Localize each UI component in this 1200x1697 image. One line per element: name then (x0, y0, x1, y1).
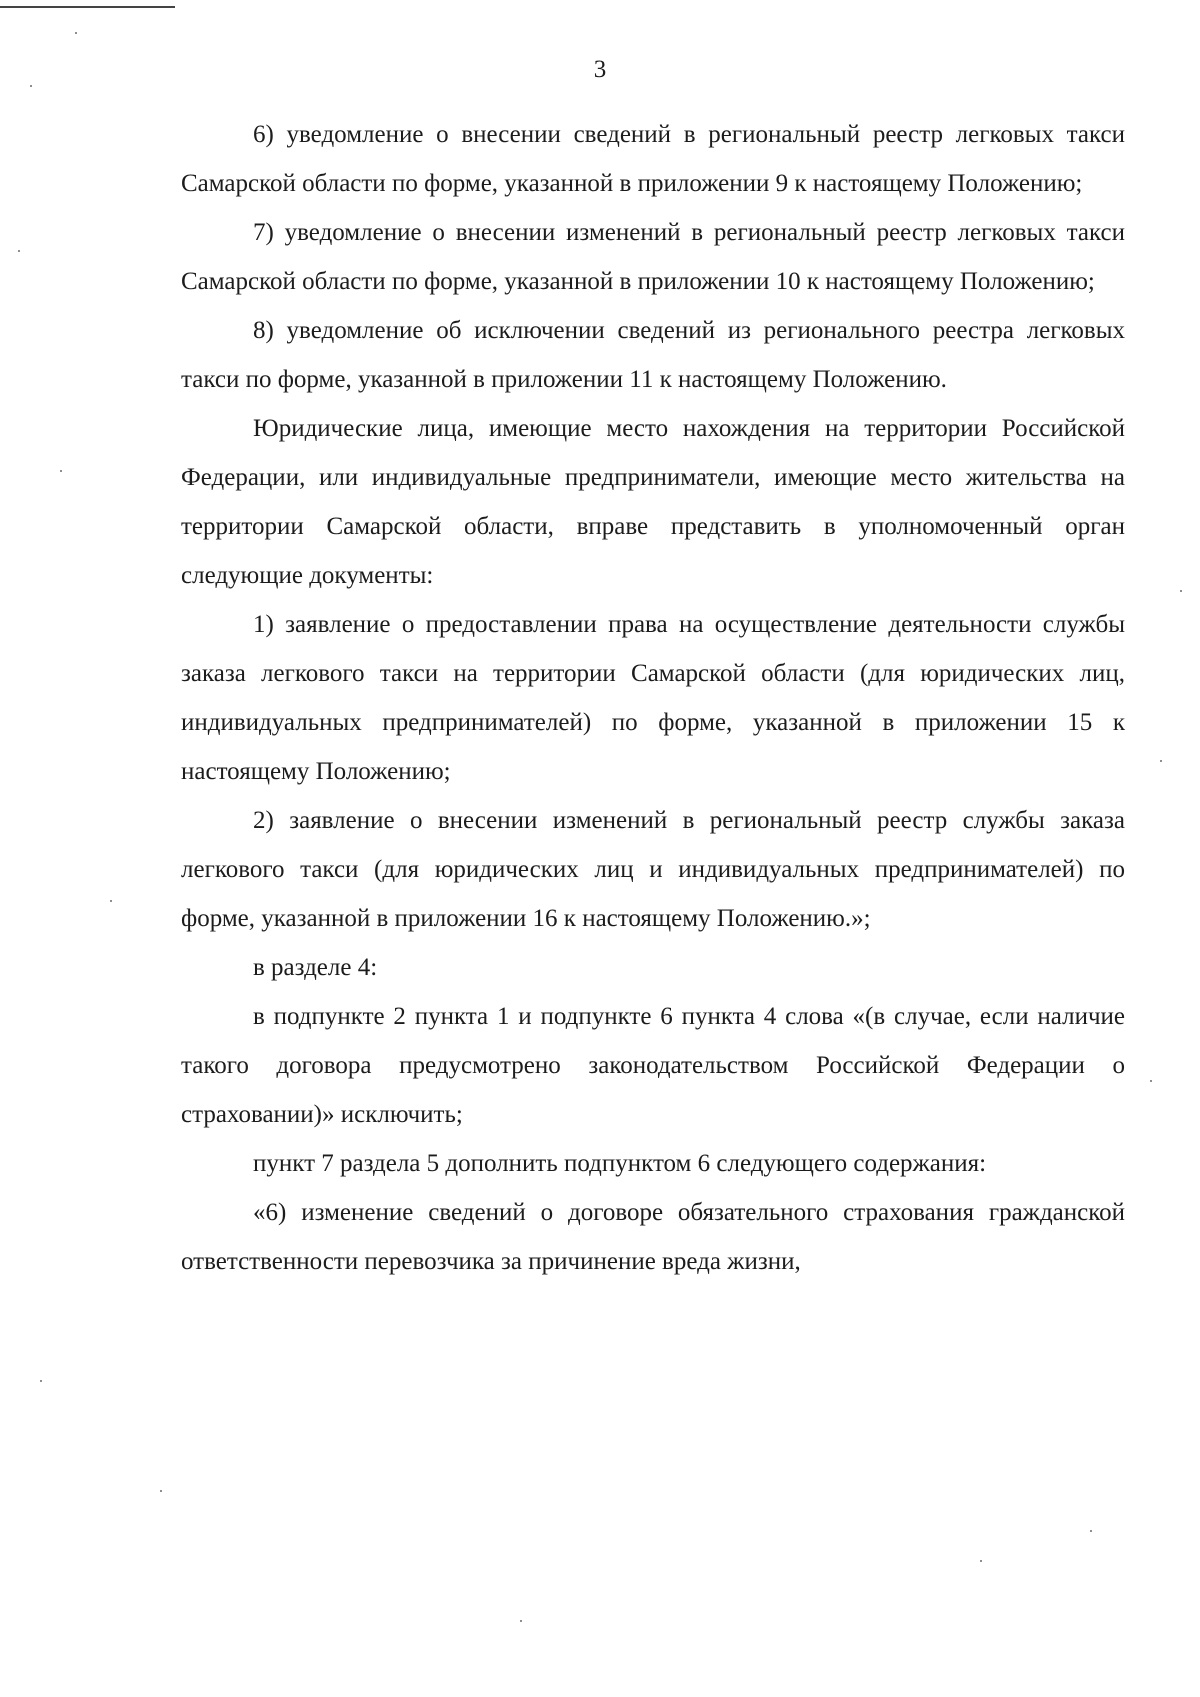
scan-speck (980, 1560, 982, 1562)
scan-speck (160, 1490, 162, 1492)
scan-speck (520, 1620, 522, 1622)
scan-speck (30, 85, 32, 87)
document-body (181, 110, 1125, 1286)
page-number: 3 (593, 56, 607, 83)
scan-speck (110, 900, 112, 902)
paragraph-item-8: 8) уведомление об исключении сведений из регионального реестра легковых такси по форме, указанной в приложении 11 к настоящему Положению. (181, 317, 1125, 393)
scan-speck (18, 250, 20, 252)
paragraph-item-7: 7) уведомление о внесении изменений в региональный реестр легковых такси Самарской области по форме, указанной в приложении 10 к настоящему Положению; (181, 219, 1125, 295)
scan-speck (1180, 590, 1182, 592)
paragraph-section-5: пункт 7 раздела 5 дополнить подпунктом 6 следующего содержания: (253, 1150, 987, 1177)
paragraph-legal-entities: Юридические лица, имеющие место нахождения на территории Российской Федерации, или индивидуальные предприниматели, имеющие место жительства на территории Самарской области, вправе представить в уполномоченный орган следующие документы: (181, 415, 1125, 589)
scan-speck (60, 470, 62, 472)
paragraph-doc-2: 2) заявление о внесении изменений в региональный реестр службы заказа легкового такси (для юридических лиц и индивидуальных предпринимателей) по форме, указанной в приложении 16 к настоящему Положению.»; (181, 807, 1125, 932)
scan-speck (1160, 760, 1162, 762)
top-edge-rule (0, 6, 175, 8)
paragraph-quote-6: «6) изменение сведений о договоре обязательного страхования гражданской ответственности перевозчика за причинение вреда жизни, (181, 1199, 1125, 1275)
paragraph-subpoint-amendment: в подпункте 2 пункта 1 и подпункте 6 пункта 4 слова «(в случае, если наличие такого договора предусмотрено законодательством Российской Федерации о страховании)» исключить; (181, 1003, 1125, 1128)
scan-speck (1090, 1530, 1092, 1532)
paragraph-item-6: 6) уведомление о внесении сведений в региональный реестр легковых такси Самарской области по форме, указанной в приложении 9 к настоящему Положению; (181, 121, 1125, 197)
scan-speck (75, 32, 77, 34)
scan-speck (40, 1380, 42, 1382)
scan-speck (1150, 1080, 1152, 1082)
paragraph-section-4: в разделе 4: (253, 954, 378, 981)
paragraph-doc-1: 1) заявление о предоставлении права на осуществление деятельности службы заказа легкового такси на территории Самарской области (для юридических лиц, индивидуальных предпринимателей) по форме, указанной в приложении 15 к настоящему Положению; (181, 611, 1125, 785)
